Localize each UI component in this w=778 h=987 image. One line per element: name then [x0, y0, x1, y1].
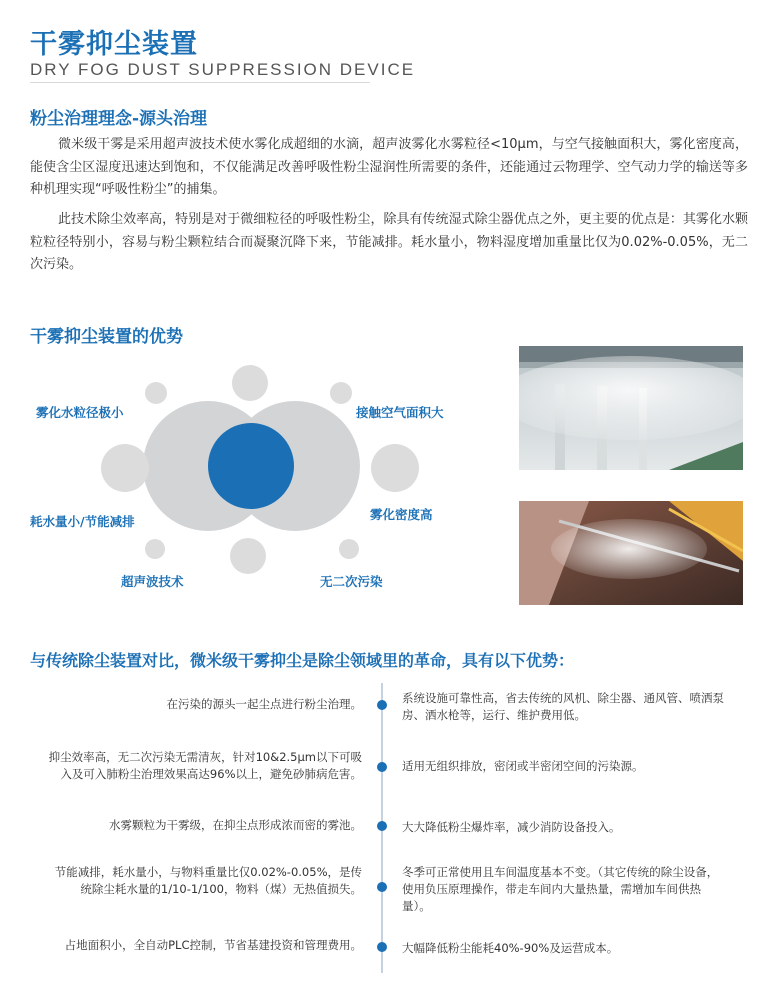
label-fog-density: 雾化密度高 [370, 507, 433, 522]
label-ultrasonic: 超声波技术 [121, 574, 184, 589]
label-droplet-size: 雾化水粒径极小 [36, 405, 124, 420]
fog-photo-structure [519, 346, 743, 470]
center-bubble [208, 423, 294, 509]
comparison-right-text: 大大降低粉尘爆炸率，减少消防设备投入。 [402, 820, 621, 834]
small-dot-upper-left [145, 382, 167, 404]
fog-photo-conveyor [519, 501, 743, 605]
comparison-right-text: 大幅降低粉尘能耗40%-90%及运营成本。 [402, 941, 619, 955]
advantages-diagram [20, 350, 490, 600]
page-subtitle: DRY FOG DUST SUPPRESSION DEVICE [30, 60, 416, 79]
subtitle-divider [30, 82, 370, 83]
small-dot-lower-right [339, 539, 359, 559]
comparison-right-text: 冬季可正常使用且车间温度基本不变。（其它传统的除尘设备，使用负压原理操作，带走车间内大量热量，需增加车间供热量）。 [402, 865, 719, 913]
timeline-dot [377, 821, 387, 831]
page-title: 干雾抑尘装置 [30, 29, 198, 60]
comparison-right-text: 适用无组织排放，密闭或半密闭空间的污染源。 [402, 759, 644, 773]
timeline-dot [377, 700, 387, 710]
comparison-left-text: 占地面积小，全自动PLC控制，节省基建投资和管理费用。 [64, 938, 362, 952]
small-dot-top [232, 365, 268, 401]
timeline-dot [377, 882, 387, 892]
comparison-left-text: 在污染的源头一起尘点进行粉尘治理。 [166, 697, 362, 711]
small-dot-bottom [230, 538, 266, 574]
label-water-saving: 耗水量小/节能减排 [30, 514, 135, 529]
comparison-left-text: 水雾颗粒为干雾级，在抑尘点形成浓而密的雾池。 [109, 818, 362, 832]
advantages-title: 干雾抑尘装置的优势 [30, 327, 183, 347]
bubble-diagram-graphic [20, 350, 490, 600]
timeline-dot [377, 762, 387, 772]
comparison-left-text: 抑尘效率高，无二次污染无需清灰，针对10&2.5μm以下可吸入及可入肺粉尘治理效果高达96%以上，避免砂肺病危害。 [48, 750, 362, 781]
timeline-dot [377, 942, 387, 952]
concept-paragraph-1: 微米级干雾是采用超声波技术使水雾化成超细的水滴，超声波雾化水雾粒径<10μm，与空气接触面积大，雾化密度高，能使含尘区湿度迅速达到饱和，不仅能满足改善呼吸性粉尘湿润性所需要的条件，还能通过云物理学、空气动力学的输送等多种机理实现“呼吸性粉尘”的捕集。 [30, 137, 748, 197]
comparison-title: 与传统除尘装置对比，微米级干雾抑尘是除尘领域里的革命，具有以下优势： [30, 651, 575, 670]
concept-paragraph-2: 此技术除尘效率高，特别是对于微细粒径的呼吸性粉尘，除具有传统湿式除尘器优点之外，更主要的优点是：其雾化水颗粒粒径特别小，容易与粉尘颗粒结合而凝聚沉降下来，节能减排。耗水量小，物料湿度增加重量比仅为0.02%-0.05%，无二次污染。 [30, 212, 748, 272]
small-dot-upper-right [330, 382, 352, 404]
small-dot-left [101, 444, 149, 492]
comparison-left-text: 节能减排，耗水量小，与物料重量比仅0.02%-0.05%，是传统除尘耗水量的1/10-1/100，物料（煤）无热值损失。 [54, 865, 362, 896]
small-dot-right [371, 444, 419, 492]
label-no-pollution: 无二次污染 [320, 574, 383, 589]
small-dot-lower-left [145, 539, 165, 559]
concept-title: 粉尘治理理念-源头治理 [30, 109, 208, 129]
comparison-right-text: 系统设施可靠性高，省去传统的风机、除尘器、通风管、喷洒泵房、洒水枪等，运行、维护费用低。 [402, 691, 724, 722]
label-contact-area: 接触空气面积大 [356, 405, 444, 420]
